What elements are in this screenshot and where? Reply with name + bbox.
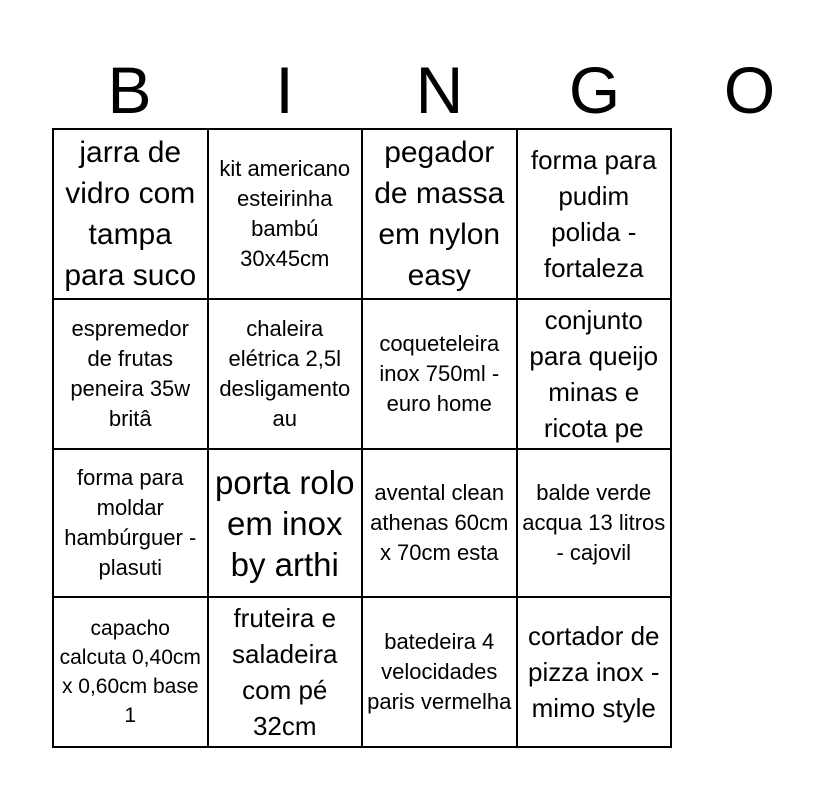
cell-text: coqueteleira inox 750ml - euro home <box>379 331 500 416</box>
cell-text: conjunto para queijo minas e ricota pe <box>529 305 659 443</box>
bingo-cell[interactable] <box>209 130 364 300</box>
cell-text: espremedor de frutas peneira 35w britâ <box>70 316 191 431</box>
cell-text: forma para moldar hambúrguer - plasuti <box>64 465 197 580</box>
bingo-cell[interactable] <box>54 130 209 300</box>
bingo-cell[interactable] <box>54 598 209 748</box>
cell-text: kit americano esteirinha bambú 30x45cm <box>219 156 351 271</box>
cell-text: capacho calcuta 0,40cm x 0,60cm base 1 <box>59 617 201 727</box>
bingo-cell[interactable] <box>363 130 518 300</box>
cell-text: avental clean athenas 60cm x 70cm esta <box>370 480 509 565</box>
bingo-cell[interactable] <box>209 300 364 450</box>
bingo-cell[interactable] <box>209 450 364 598</box>
bingo-cell[interactable] <box>518 450 673 598</box>
cell-text: fruteira e saladeira com pé 32cm <box>231 603 338 741</box>
cell-text: batedeira 4 velocidades paris vermelha <box>367 629 512 714</box>
bingo-cell[interactable] <box>518 598 673 748</box>
cell-text: chaleira elétrica 2,5l desligamento au <box>219 316 351 431</box>
bingo-cell[interactable] <box>518 300 673 450</box>
cell-text: jarra de vidro com tampa para suco <box>64 136 197 292</box>
header-letter-n: N <box>415 53 464 127</box>
bingo-cell[interactable] <box>518 130 673 300</box>
header-letter-o: O <box>723 53 776 127</box>
bingo-cell[interactable] <box>363 300 518 450</box>
bingo-cell[interactable] <box>54 450 209 598</box>
bingo-cell[interactable] <box>54 300 209 450</box>
header-letter-g: G <box>568 53 621 127</box>
bingo-header <box>52 50 776 127</box>
header-letter-b: B <box>107 53 152 127</box>
cell-text: pegador de massa em nylon easy <box>374 136 505 292</box>
bingo-cell[interactable] <box>363 598 518 748</box>
bingo-cell[interactable] <box>363 450 518 598</box>
cell-text: balde verde acqua 13 litros - cajovil <box>522 480 666 565</box>
cell-text: forma para pudim polida - fortaleza <box>530 145 657 283</box>
bingo-cell[interactable] <box>209 598 364 748</box>
header-letter-i: I <box>275 53 294 127</box>
bingo-card-grid <box>52 128 672 748</box>
cell-text: cortador de pizza inox - mimo style <box>527 621 660 723</box>
cell-text: porta rolo em inox by arthi <box>215 463 355 583</box>
